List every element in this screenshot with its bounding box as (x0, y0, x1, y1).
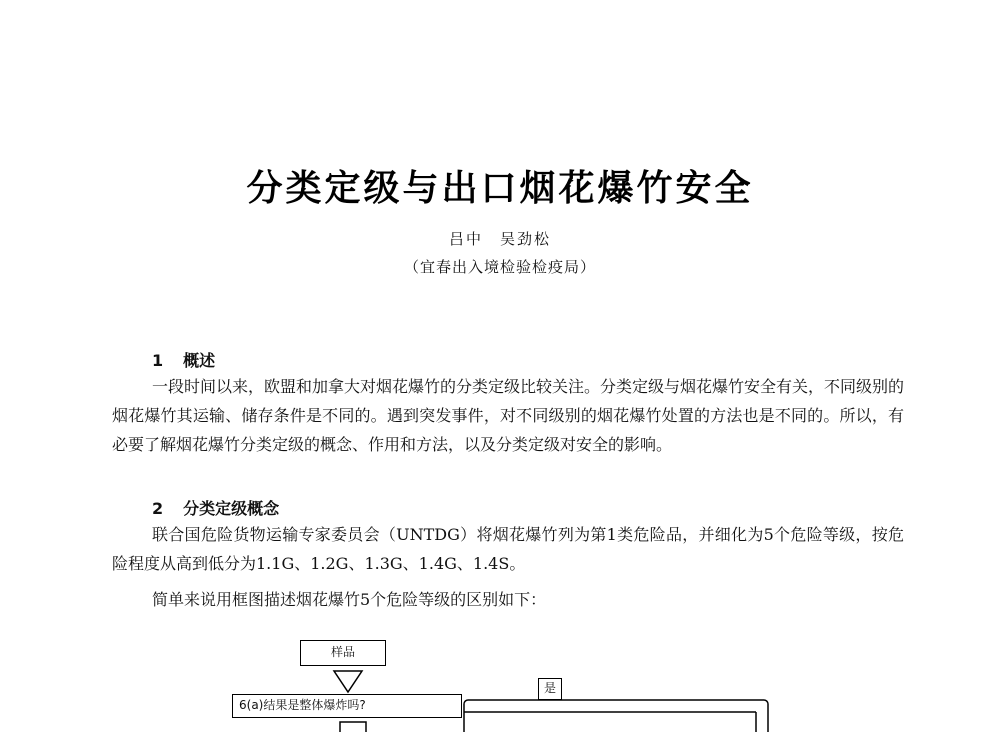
affiliation-line: （宜春出入境检验检疫局） (403, 258, 596, 276)
sample-box (300, 640, 386, 666)
document-title: 分类定级与出口烟花爆竹安全 (246, 168, 754, 209)
question-box (232, 694, 462, 718)
yes-label: 是 (543, 681, 556, 695)
sample-box-label: 样品 (330, 645, 355, 659)
question-box-label: 6(a)结果是整体爆炸吗? (239, 698, 366, 712)
down-arrow-icon (334, 671, 362, 692)
section-number: 1 (152, 351, 164, 370)
section-paragraph-2: 联合国危险货物运输专家委员会（UNTDG）将烟花爆竹列为第1类危险品，并细化为5个危险等级，按危险程度从高到低分为1.1G、1.2G、1.3G、1.4G、1.4S。 (112, 525, 904, 573)
section-title: 概述 (183, 351, 216, 370)
section-title: 分类定级概念 (183, 499, 280, 518)
section-number: 2 (152, 499, 164, 518)
next-step-connector (340, 722, 366, 732)
yes-branch-frame (464, 700, 768, 732)
diagram-intro-line: 简单来说用框图描述烟花爆竹5个危险等级的区别如下： (152, 590, 547, 609)
yes-label-box (538, 678, 562, 700)
section-paragraph-1: 一段时间以来，欧盟和加拿大对烟花爆竹的分类定级比较关注。分类定级与烟花爆竹安全有关，不同级别的烟花爆竹其运输、储存条件是不同的。遇到突发事件，对不同级别的烟花爆竹处置的方法也是不同的。所以，有必要了解烟花爆竹分类定级的概念、作用和方法，以及分类定级对安全的影响。 (112, 377, 905, 454)
authors-line: 吕中 吴劲松 (448, 230, 551, 248)
